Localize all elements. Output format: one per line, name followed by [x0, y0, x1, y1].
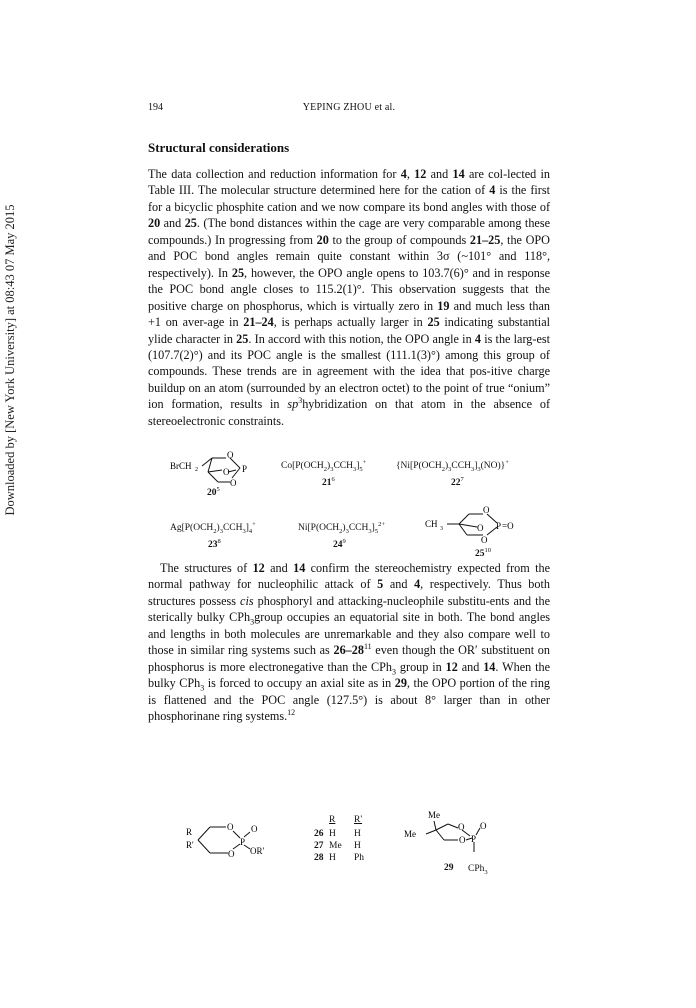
o-atom: O — [228, 849, 235, 859]
o-atom: O — [477, 523, 484, 533]
phosphoryl-oxygen: =O — [502, 521, 514, 531]
table-cell-r-prime: H — [354, 829, 361, 839]
p-atom: P — [496, 521, 502, 531]
svg-text:2: 2 — [195, 467, 198, 473]
o-atom: O — [459, 835, 466, 845]
table-row-id: 26 — [314, 829, 324, 839]
or-group: OR' — [250, 846, 265, 856]
compound-23-label: $23^8$ — [208, 537, 221, 550]
p-atom: P — [471, 834, 477, 844]
download-note: Downloaded by [New York University] at 08:43 07 May 2015 — [3, 204, 17, 516]
table-cell-r: H — [329, 829, 336, 839]
methyl-label: Me — [404, 829, 416, 839]
section-title: Structural considerations — [148, 140, 290, 155]
svg-text:3: 3 — [440, 526, 443, 532]
methyl-label: Me — [428, 810, 440, 820]
table-cell-r-prime: Ph — [354, 853, 365, 863]
compound-25-label: $25^{10}$ — [475, 546, 491, 559]
phosphoryl-oxygen: O — [251, 824, 258, 834]
table-header-r-prime: R' — [354, 815, 363, 825]
body-paragraph-1: The data collection and reduction information for 4, 12 and 14 are col-lected in Table III. The molecular structure determined here for the cation of 4 is the first for a bicyclic phosphite cation and we now compare its bond angles with those of 20 and 25. (The bond distances within the cage are very comparable among these compounds.) In progressing from 20 to the group of compounds 21–25, the OPO and POC bond angles remain quite constant within 3σ (~101° and 118°, respectively). In 25, however, the OPO angle opens to 103.7(6)° and in response the POC bond angle closes to 115.2(1)°. This observation suggests that the positive charge on phosphorus, which is virtually zero in 19 and much less than +1 on aver-age in 21–24, is perhaps actually larger in 25 indicating substantial ylide character in 25. In accord with this notion, the OPO angle in 4 is the larg-est (107.7(2)°) and its POC angle is the smallest (111.1(3)°) among this group of compounds. These trends are in agreement with the idea that pos-itive charge buildup on an atom (surrounded by an electron octet) to the point of true “onium” ion formation, results in $sp^3hybridization$ on that atom in the absence of stereoelectronic constraints. — [148, 167, 551, 428]
table-cell-r: Me — [329, 841, 342, 851]
compound-21-label: $21^6$ — [322, 475, 335, 488]
triphenylmethyl-label: CPh$_3$ — [468, 864, 488, 876]
structure-26-28 — [186, 818, 306, 862]
compound-24-label: $24^9$ — [333, 537, 346, 550]
compound-23-formula: $Ag[P(OCH_2)_3CCH_3]_4^+$ — [170, 520, 256, 535]
table-row-id: 28 — [314, 853, 324, 863]
download-watermark — [2, 60, 18, 660]
table-header-r: R — [329, 815, 336, 825]
running-head: YEPING ZHOU et al. — [302, 102, 396, 113]
o-atom: O — [227, 822, 234, 832]
table-cell-r-prime: H — [354, 841, 361, 851]
o-atom: O — [223, 467, 230, 477]
bromomethyl-label: BrCH — [170, 461, 192, 471]
table-cell-r: H — [329, 853, 336, 863]
compound-22-formula: $\{Ni[P(OCH_2)_3CCH_3]_3(NO)\}^+$ — [396, 458, 509, 473]
page-number: 194 — [148, 102, 163, 113]
p-atom: P — [242, 464, 248, 474]
o-atom: O — [230, 478, 237, 488]
o-atom: O — [481, 535, 488, 545]
table-row-id: 27 — [314, 841, 324, 851]
phosphoryl-oxygen: O — [480, 821, 487, 831]
compound-29-label: 29 — [444, 863, 454, 873]
page-header — [148, 102, 550, 116]
r-prime-substituent: R' — [186, 840, 194, 850]
o-atom: O — [458, 822, 465, 832]
p-atom: P — [240, 837, 246, 847]
methyl-label: CH — [425, 519, 438, 529]
r-substituent: R — [186, 827, 193, 837]
compound-21-formula: $Co[P(OCH_2)_3CCH_3]_5^+$ — [281, 458, 367, 473]
structure-29 — [404, 808, 524, 864]
compound-24-formula: $Ni[P(OCH_2)_3CCH_3]_5^{2+}$ — [298, 520, 385, 535]
compound-20-label: $20^5$ — [207, 485, 220, 498]
body-paragraph-2: The structures of 12 and 14 confirm the stereochemistry expected from the normal pathway for nucleophilic attack of 5 and 4, respectively. Thus both structures possess cis phosphoryl and attacking-nucleophile substitu-ents and the sterically bulky CPh$_3$group occupies an equatorial site in both. The bond angles and lengths in both molecules are unremarkable and they also compare well to those in similar ring systems such as $26-28^{11}$ even though the OR′ substituent on phosphorus is more electronegative than the CPh$_3$ group in 12 and 14. When the bulky CPh$_3$ is forced to occupy an axial site as in 29, the OPO portion of the ring is flattened and the POC angle (127.5°) is about 8° larger than in other phosphorinane ring systems.$^{12}$ — [148, 561, 551, 724]
o-atom: O — [227, 450, 234, 460]
compound-22-label: $22^7$ — [451, 475, 464, 488]
substituent-table — [314, 815, 384, 875]
structure-20 — [170, 448, 280, 498]
o-atom: O — [483, 505, 490, 515]
